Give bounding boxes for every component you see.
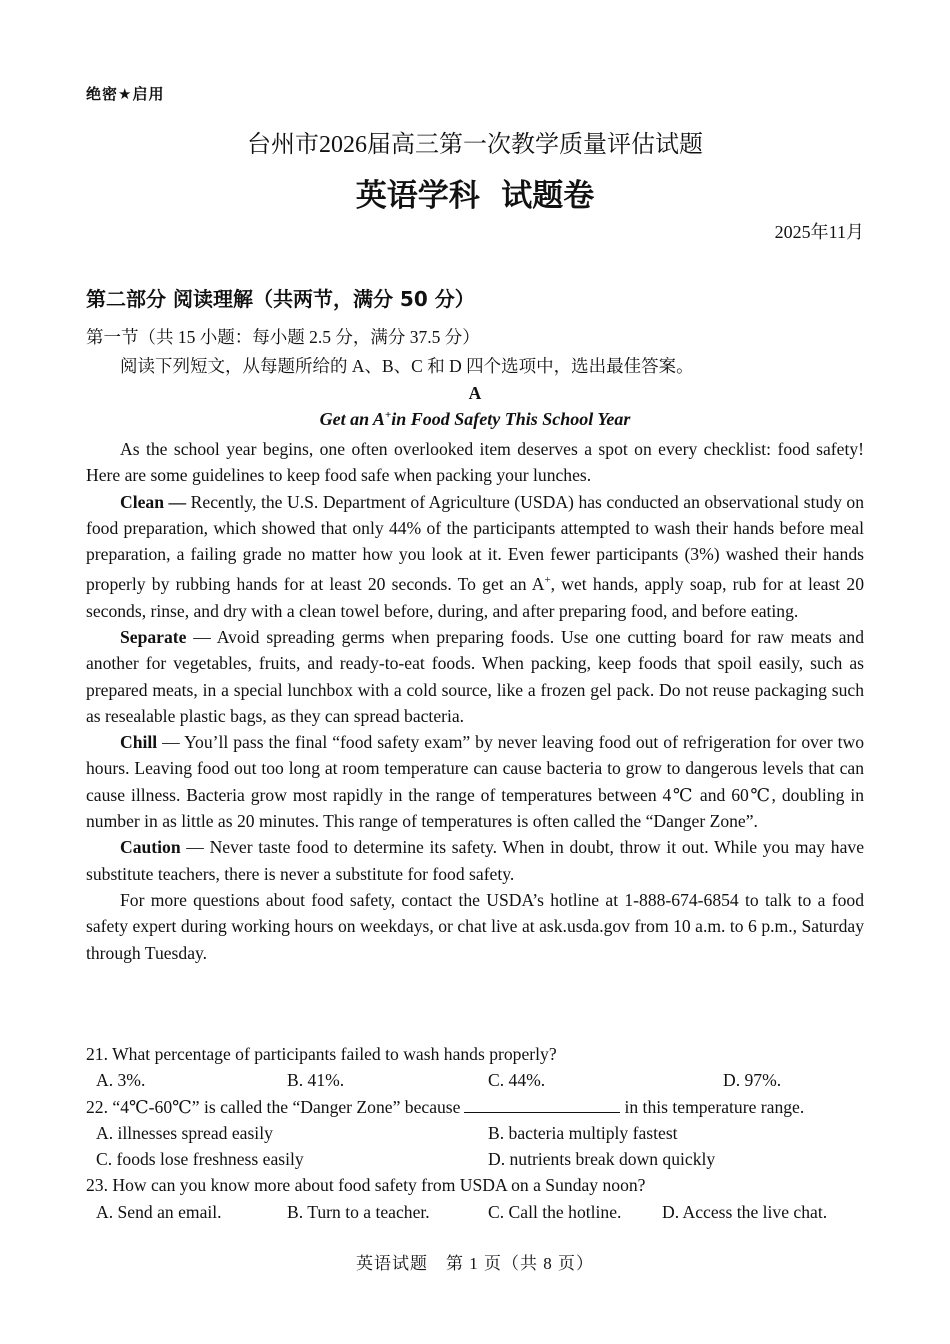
option: D. Access the live chat. bbox=[662, 1201, 828, 1222]
passage-letter: A bbox=[468, 383, 482, 403]
title-pre: Get an A bbox=[319, 409, 385, 429]
option: C. foods lose freshness easily bbox=[96, 1149, 304, 1170]
title-sup: + bbox=[384, 409, 392, 421]
paragraph-text: — You’ll pass the final “food safety exam” by never leaving food out of refrigeration for over two hours. Leaving food out too long at room temperature can cause bacteria to grow to dangerous levels that can cause illness. Bacteria grow most rapidly in the range of temperatures between 4℃ and 60℃, doubling in number in as little as 20 minutes. This range of temperatures is often called the “Danger Zone”. bbox=[86, 732, 864, 832]
option: B. Turn to a teacher. bbox=[287, 1201, 430, 1222]
title-post: in Food Safety This School Year bbox=[391, 409, 631, 429]
passage-title bbox=[0, 409, 950, 430]
stem-text: in this temperature range. bbox=[624, 1096, 805, 1117]
question-options bbox=[86, 1199, 866, 1225]
paragraph bbox=[86, 624, 864, 729]
exam-date: 2025年11月 bbox=[774, 222, 864, 242]
paragraph: For more questions about food safety, contact the USDA’s hotline at 1-888-674-6854 to talk to a food safety expert during working hours on weekdays, or chat live at ask.usda.gov from 10 a.m. to 6 p.m., Saturday through Tuesday. bbox=[86, 889, 864, 963]
paragraph: As the school year begins, one often overlooked item deserves a spot on every checklist: food safety! Here are some guidelines to keep food safe when packing your lunches. bbox=[86, 439, 864, 486]
question-stem bbox=[86, 1094, 866, 1120]
option: B. bacteria multiply fastest bbox=[488, 1122, 678, 1143]
label-separate: Separate bbox=[120, 626, 187, 647]
option: D. nutrients break down quickly bbox=[488, 1149, 716, 1170]
paragraph bbox=[86, 489, 864, 624]
option: A. Send an email. bbox=[96, 1201, 222, 1222]
label-clean: Clean — bbox=[120, 491, 187, 512]
question-stem: 21. What percentage of participants failed to wash hands properly? bbox=[86, 1044, 557, 1064]
question-options bbox=[86, 1067, 866, 1093]
option: C. Call the hotline. bbox=[488, 1201, 622, 1222]
passage-body bbox=[86, 436, 864, 966]
page-footer: 英语试题 第 1 页（共 8 页） bbox=[356, 1254, 594, 1273]
label-caution: Caution bbox=[120, 837, 181, 858]
stem-text: 22. “4℃-60℃” is called the “Danger Zone” because bbox=[86, 1096, 461, 1117]
option: A. illnesses spread easily bbox=[96, 1122, 273, 1143]
paragraph-text: Recently, the U.S. Department of Agriculture (USDA) has conducted an observational study on food preparation, which showed that only 44% of the participants attempted to wash their hands before meal preparation, a failing grade no matter how you look at it. Even fewer participants (3%) washed their hands properly by rubbing hands for at least 20 seconds. To get an A bbox=[86, 491, 864, 595]
questions bbox=[86, 1041, 866, 1225]
question-options bbox=[86, 1146, 866, 1172]
superscript: + bbox=[544, 574, 551, 587]
confidential-label: 绝密★启用 bbox=[86, 85, 165, 103]
paragraph-text: , wet hands, apply soap, rub for at least 20 seconds, rinse, and dry with a clean towel before, during, and after preparing food, and before eating. bbox=[86, 574, 864, 621]
paragraph-text: — Never taste food to determine its safety. When in doubt, throw it out. While you may have substitute teachers, there is never a substitute for food safety. bbox=[86, 837, 864, 884]
exam-subtitle: 英语学科 试题卷 bbox=[355, 178, 595, 214]
question-options bbox=[86, 1120, 866, 1146]
answer-blank bbox=[464, 1098, 620, 1113]
label-chill: Chill bbox=[120, 732, 158, 753]
option: A. 3%. bbox=[96, 1070, 146, 1091]
option: D. 97%. bbox=[723, 1070, 782, 1091]
paragraph bbox=[86, 834, 864, 887]
paragraph bbox=[86, 729, 864, 834]
option: C. 44%. bbox=[488, 1070, 546, 1091]
exam-title: 台州市2026届高三第一次教学质量评估试题 bbox=[247, 132, 703, 158]
instruction: 阅读下列短文，从每题所给的 A、B、C 和 D 四个选项中，选出最佳答案。 bbox=[120, 356, 694, 376]
question-stem: 23. How can you know more about food safety from USDA on a Sunday noon? bbox=[86, 1175, 646, 1196]
subsection-heading: 第一节（共 15 小题：每小题 2.5 分，满分 37.5 分） bbox=[86, 327, 480, 347]
paragraph-text: — Avoid spreading germs when preparing foods. Use one cutting board for raw meats and another for vegetables, fruits, and ready-to-eat foods. When packing, keep foods that spoil easily, such as prepared meats, in a special lunchbox with a cold source, like a frozen gel pack. Do not reuse packaging such as resealable plastic bags, as they can spread bacteria. bbox=[86, 626, 864, 726]
part-heading: 第二部分 阅读理解（共两节，满分 50 分） bbox=[86, 287, 475, 311]
option: B. 41%. bbox=[287, 1070, 345, 1091]
